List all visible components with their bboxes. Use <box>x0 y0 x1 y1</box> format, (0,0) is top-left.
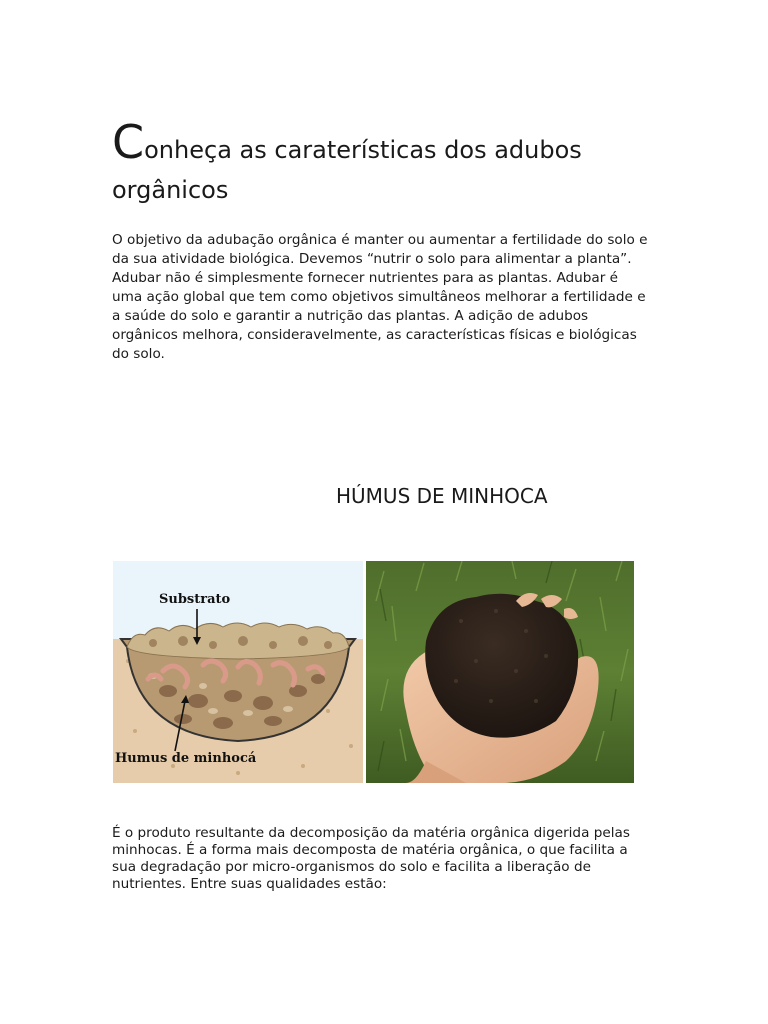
title-drop-cap: C <box>112 115 145 169</box>
hands-holding-humus-photo <box>366 561 634 783</box>
section-heading: HÚMUS DE MINHOCA <box>336 484 548 508</box>
vermicompost-diagram-drawing <box>113 561 363 783</box>
intro-paragraph: O objetivo da adubação orgânica é manter ou aumentar a fertilidade do solo e da sua atividade biológica. Devemos “nutrir o solo para alimentar a planta”. Adubar não é simplesmente fornecer nutrientes para as plantas. Adubar é uma ação global que tem como objetivos simultâneos melhorar a fertilidade e a saúde do solo e garantir a nutrição das plantas. A adição de adubos orgânicos melhora, consideravelmente, as características físicas e biológicas do solo. <box>112 232 648 362</box>
hands-holding-humus-drawing <box>366 561 634 783</box>
title-text: onheça as caraterísticas dos adubos orgânicos <box>112 136 582 204</box>
diagram-label-substrate: Substrato <box>159 592 231 607</box>
diagram-label-humus: Humus de minhocá <box>115 751 257 766</box>
vermicompost-diagram <box>113 561 363 783</box>
humus-description: É o produto resultante da decomposição da matéria orgânica digerida pelas minhocas. É a forma mais decomposta de matéria orgânica, o que facilita a sua degradação por micro-organismos do solo e facilita a liberação de nutrientes. Entre suas qualidades estão: <box>112 825 630 892</box>
page-title <box>112 115 672 210</box>
